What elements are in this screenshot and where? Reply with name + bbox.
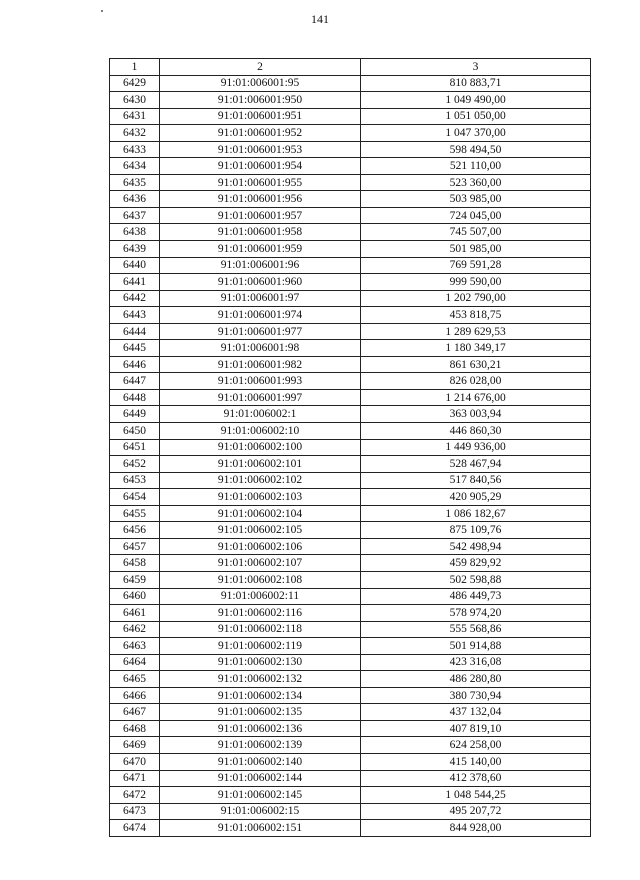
value-cell: 810 883,71 xyxy=(361,75,591,92)
row-index-cell: 6450 xyxy=(110,423,160,440)
row-index-cell: 6455 xyxy=(110,505,160,522)
row-index-cell: 6460 xyxy=(110,588,160,605)
cadastral-number-cell: 91:01:006001:957 xyxy=(160,207,361,224)
table-row xyxy=(110,555,591,572)
table-row xyxy=(110,472,591,489)
table-row xyxy=(110,356,591,373)
row-index-cell: 6461 xyxy=(110,605,160,622)
table-row xyxy=(110,257,591,274)
table-row xyxy=(110,141,591,158)
cadastral-number-cell: 91:01:006002:1 xyxy=(160,406,361,423)
row-index-cell: 6457 xyxy=(110,538,160,555)
table-body xyxy=(110,75,591,836)
row-index-cell: 6435 xyxy=(110,174,160,191)
cadastral-number-cell: 91:01:006002:100 xyxy=(160,439,361,456)
value-cell: 437 132,04 xyxy=(361,704,591,721)
column-header-cadastral-number: 2 xyxy=(160,59,361,76)
table-row xyxy=(110,505,591,522)
value-cell: 502 598,88 xyxy=(361,571,591,588)
table-row xyxy=(110,820,591,837)
table-row xyxy=(110,207,591,224)
row-index-cell: 6433 xyxy=(110,141,160,158)
row-index-cell: 6468 xyxy=(110,720,160,737)
cadastral-number-cell: 91:01:006002:106 xyxy=(160,538,361,555)
table-row xyxy=(110,290,591,307)
row-index-cell: 6469 xyxy=(110,737,160,754)
value-cell: 724 045,00 xyxy=(361,207,591,224)
value-cell: 407 819,10 xyxy=(361,720,591,737)
cadastral-number-cell: 91:01:006001:96 xyxy=(160,257,361,274)
value-cell: 380 730,94 xyxy=(361,687,591,704)
cadastral-number-cell: 91:01:006001:95 xyxy=(160,75,361,92)
value-cell: 769 591,28 xyxy=(361,257,591,274)
row-index-cell: 6438 xyxy=(110,224,160,241)
value-cell: 1 047 370,00 xyxy=(361,125,591,142)
cadastral-number-cell: 91:01:006002:102 xyxy=(160,472,361,489)
table-row xyxy=(110,389,591,406)
value-cell: 1 214 676,00 xyxy=(361,389,591,406)
table-row xyxy=(110,671,591,688)
table-row xyxy=(110,588,591,605)
table-row xyxy=(110,274,591,291)
cadastral-number-cell: 91:01:006001:950 xyxy=(160,92,361,109)
header-row xyxy=(110,59,591,76)
row-index-cell: 6465 xyxy=(110,671,160,688)
cadastral-number-cell: 91:01:006001:97 xyxy=(160,290,361,307)
cadastral-number-cell: 91:01:006002:132 xyxy=(160,671,361,688)
table-row xyxy=(110,787,591,804)
value-cell: 861 630,21 xyxy=(361,356,591,373)
cadastral-number-cell: 91:01:006002:134 xyxy=(160,687,361,704)
value-cell: 423 316,08 xyxy=(361,654,591,671)
row-index-cell: 6462 xyxy=(110,621,160,638)
table-row xyxy=(110,621,591,638)
cadastral-number-cell: 91:01:006001:98 xyxy=(160,340,361,357)
value-cell: 875 109,76 xyxy=(361,522,591,539)
cadastral-number-cell: 91:01:006001:958 xyxy=(160,224,361,241)
value-cell: 1 048 544,25 xyxy=(361,787,591,804)
row-index-cell: 6466 xyxy=(110,687,160,704)
cadastral-number-cell: 91:01:006001:951 xyxy=(160,108,361,125)
row-index-cell: 6463 xyxy=(110,638,160,655)
table-row xyxy=(110,191,591,208)
cadastral-number-cell: 91:01:006002:145 xyxy=(160,787,361,804)
row-index-cell: 6459 xyxy=(110,571,160,588)
table-row xyxy=(110,704,591,721)
value-cell: 745 507,00 xyxy=(361,224,591,241)
row-index-cell: 6432 xyxy=(110,125,160,142)
table-row xyxy=(110,803,591,820)
cadastral-value-table xyxy=(109,58,591,837)
row-index-cell: 6470 xyxy=(110,753,160,770)
row-index-cell: 6452 xyxy=(110,456,160,473)
column-header-index: 1 xyxy=(110,59,160,76)
table-row xyxy=(110,538,591,555)
value-cell: 1 202 790,00 xyxy=(361,290,591,307)
table-row xyxy=(110,456,591,473)
value-cell: 501 985,00 xyxy=(361,241,591,258)
cadastral-number-cell: 91:01:006002:103 xyxy=(160,489,361,506)
cadastral-number-cell: 91:01:006002:140 xyxy=(160,753,361,770)
row-index-cell: 6440 xyxy=(110,257,160,274)
table-row xyxy=(110,654,591,671)
cadastral-number-cell: 91:01:006002:105 xyxy=(160,522,361,539)
cadastral-number-cell: 91:01:006002:10 xyxy=(160,423,361,440)
value-cell: 598 494,50 xyxy=(361,141,591,158)
page-number: 141 xyxy=(311,12,329,26)
cadastral-number-cell: 91:01:006002:151 xyxy=(160,820,361,837)
value-cell: 363 003,94 xyxy=(361,406,591,423)
row-index-cell: 6443 xyxy=(110,307,160,324)
table-row xyxy=(110,423,591,440)
table-row xyxy=(110,340,591,357)
table-row xyxy=(110,605,591,622)
table-row xyxy=(110,75,591,92)
cadastral-number-cell: 91:01:006002:135 xyxy=(160,704,361,721)
table-row xyxy=(110,307,591,324)
cadastral-number-cell: 91:01:006002:11 xyxy=(160,588,361,605)
cadastral-number-cell: 91:01:006001:954 xyxy=(160,158,361,175)
table-row xyxy=(110,571,591,588)
table-row xyxy=(110,737,591,754)
value-cell: 1 449 936,00 xyxy=(361,439,591,456)
table-row xyxy=(110,770,591,787)
value-cell: 1 049 490,00 xyxy=(361,92,591,109)
row-index-cell: 6456 xyxy=(110,522,160,539)
cadastral-number-cell: 91:01:006002:116 xyxy=(160,605,361,622)
row-index-cell: 6434 xyxy=(110,158,160,175)
cadastral-number-cell: 91:01:006001:974 xyxy=(160,307,361,324)
row-index-cell: 6436 xyxy=(110,191,160,208)
cadastral-number-cell: 91:01:006001:960 xyxy=(160,274,361,291)
cadastral-number-cell: 91:01:006001:977 xyxy=(160,323,361,340)
value-cell: 446 860,30 xyxy=(361,423,591,440)
cadastral-number-cell: 91:01:006001:993 xyxy=(160,373,361,390)
value-cell: 459 829,92 xyxy=(361,555,591,572)
table-row xyxy=(110,323,591,340)
cadastral-number-cell: 91:01:006002:118 xyxy=(160,621,361,638)
row-index-cell: 6441 xyxy=(110,274,160,291)
value-cell: 555 568,86 xyxy=(361,621,591,638)
cadastral-number-cell: 91:01:006001:982 xyxy=(160,356,361,373)
table-row xyxy=(110,373,591,390)
cadastral-number-cell: 91:01:006002:136 xyxy=(160,720,361,737)
value-cell: 503 985,00 xyxy=(361,191,591,208)
cadastral-number-cell: 91:01:006002:139 xyxy=(160,737,361,754)
value-cell: 578 974,20 xyxy=(361,605,591,622)
value-cell: 521 110,00 xyxy=(361,158,591,175)
column-header-value: 3 xyxy=(361,59,591,76)
row-index-cell: 6439 xyxy=(110,241,160,258)
row-index-cell: 6464 xyxy=(110,654,160,671)
row-index-cell: 6467 xyxy=(110,704,160,721)
table-row xyxy=(110,224,591,241)
table-row xyxy=(110,241,591,258)
cadastral-number-cell: 91:01:006001:952 xyxy=(160,125,361,142)
table-row xyxy=(110,522,591,539)
value-cell: 412 378,60 xyxy=(361,770,591,787)
row-index-cell: 6442 xyxy=(110,290,160,307)
row-index-cell: 6446 xyxy=(110,356,160,373)
row-index-cell: 6454 xyxy=(110,489,160,506)
cadastral-number-cell: 91:01:006002:107 xyxy=(160,555,361,572)
row-index-cell: 6444 xyxy=(110,323,160,340)
row-index-cell: 6473 xyxy=(110,803,160,820)
row-index-cell: 6437 xyxy=(110,207,160,224)
row-index-cell: 6429 xyxy=(110,75,160,92)
row-index-cell: 6431 xyxy=(110,108,160,125)
table-row xyxy=(110,92,591,109)
table-row xyxy=(110,406,591,423)
cadastral-number-cell: 91:01:006001:959 xyxy=(160,241,361,258)
row-index-cell: 6451 xyxy=(110,439,160,456)
value-cell: 517 840,56 xyxy=(361,472,591,489)
table-header xyxy=(110,59,591,76)
cadastral-number-cell: 91:01:006002:15 xyxy=(160,803,361,820)
table-row xyxy=(110,638,591,655)
row-index-cell: 6448 xyxy=(110,389,160,406)
value-cell: 523 360,00 xyxy=(361,174,591,191)
cadastral-number-cell: 91:01:006001:997 xyxy=(160,389,361,406)
row-index-cell: 6430 xyxy=(110,92,160,109)
table-row xyxy=(110,720,591,737)
table-row xyxy=(110,174,591,191)
value-cell: 420 905,29 xyxy=(361,489,591,506)
row-index-cell: 6472 xyxy=(110,787,160,804)
row-index-cell: 6453 xyxy=(110,472,160,489)
row-index-cell: 6474 xyxy=(110,820,160,837)
cadastral-number-cell: 91:01:006002:104 xyxy=(160,505,361,522)
value-cell: 528 467,94 xyxy=(361,456,591,473)
value-cell: 1 289 629,53 xyxy=(361,323,591,340)
row-index-cell: 6471 xyxy=(110,770,160,787)
cadastral-number-cell: 91:01:006002:144 xyxy=(160,770,361,787)
row-index-cell: 6445 xyxy=(110,340,160,357)
value-cell: 826 028,00 xyxy=(361,373,591,390)
cadastral-number-cell: 91:01:006001:953 xyxy=(160,141,361,158)
value-cell: 453 818,75 xyxy=(361,307,591,324)
value-cell: 486 449,73 xyxy=(361,588,591,605)
table-row xyxy=(110,489,591,506)
value-cell: 844 928,00 xyxy=(361,820,591,837)
cadastral-number-cell: 91:01:006002:108 xyxy=(160,571,361,588)
value-cell: 999 590,00 xyxy=(361,274,591,291)
row-index-cell: 6447 xyxy=(110,373,160,390)
value-cell: 495 207,72 xyxy=(361,803,591,820)
table-row xyxy=(110,687,591,704)
value-cell: 1 180 349,17 xyxy=(361,340,591,357)
table-row xyxy=(110,753,591,770)
table-row xyxy=(110,108,591,125)
value-cell: 1 051 050,00 xyxy=(361,108,591,125)
cadastral-number-cell: 91:01:006002:101 xyxy=(160,456,361,473)
table-row xyxy=(110,158,591,175)
value-cell: 624 258,00 xyxy=(361,737,591,754)
value-cell: 542 498,94 xyxy=(361,538,591,555)
row-index-cell: 6449 xyxy=(110,406,160,423)
row-index-cell: 6458 xyxy=(110,555,160,572)
cadastral-number-cell: 91:01:006001:956 xyxy=(160,191,361,208)
cadastral-number-cell: 91:01:006002:119 xyxy=(160,638,361,655)
value-cell: 415 140,00 xyxy=(361,753,591,770)
cadastral-number-cell: 91:01:006001:955 xyxy=(160,174,361,191)
value-cell: 486 280,80 xyxy=(361,671,591,688)
table-row xyxy=(110,125,591,142)
value-cell: 501 914,88 xyxy=(361,638,591,655)
table-row xyxy=(110,439,591,456)
value-cell: 1 086 182,67 xyxy=(361,505,591,522)
cadastral-number-cell: 91:01:006002:130 xyxy=(160,654,361,671)
